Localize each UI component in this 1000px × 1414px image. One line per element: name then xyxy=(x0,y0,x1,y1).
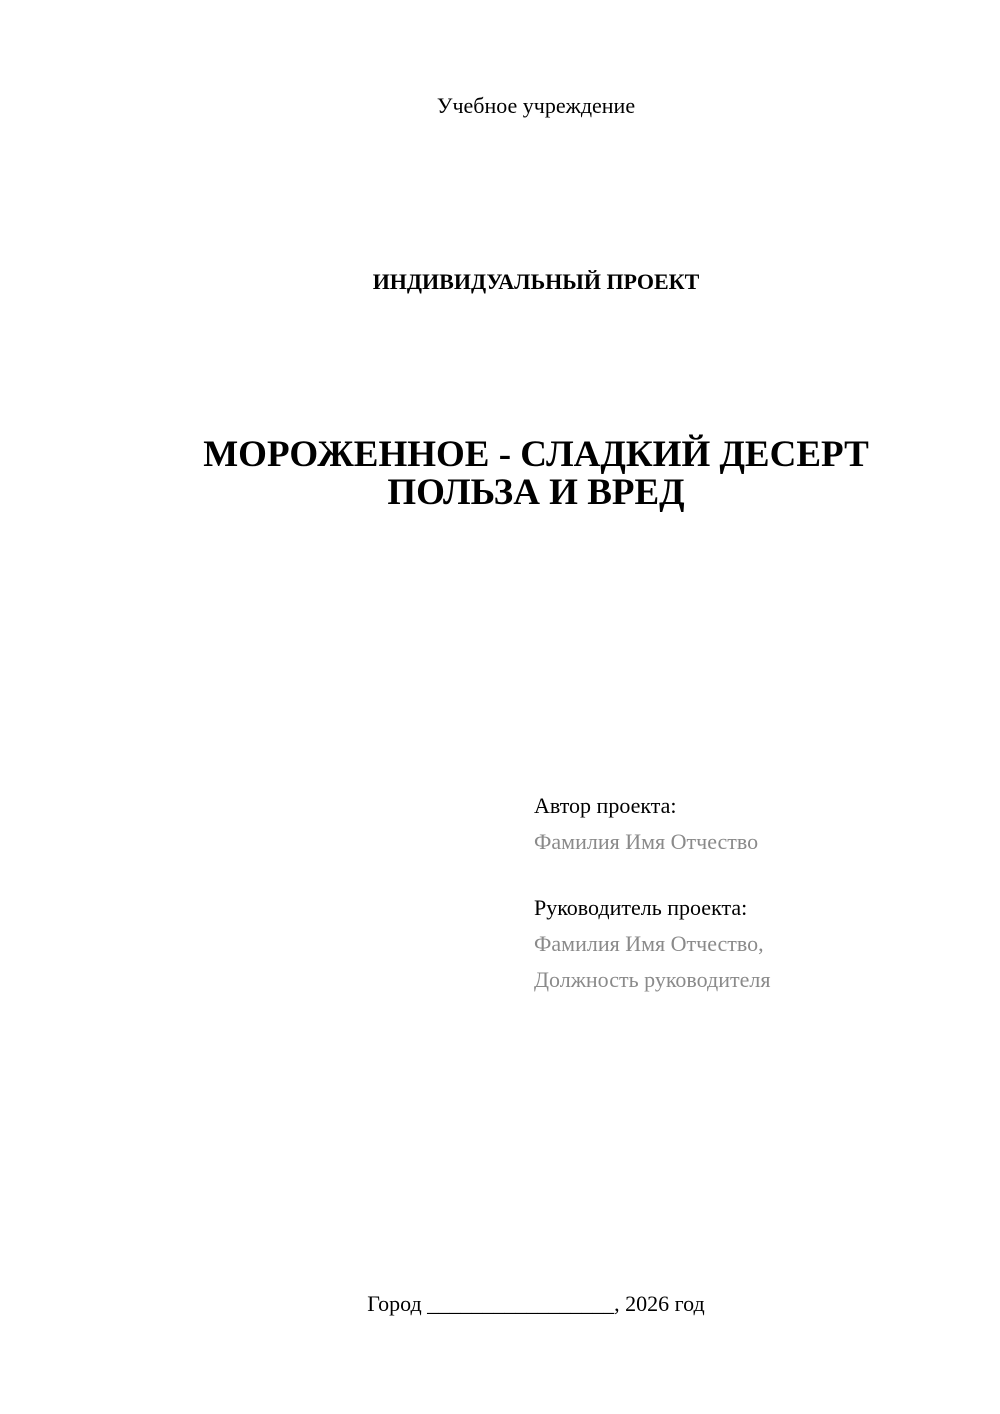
author-name: Фамилия Имя Отчество xyxy=(534,829,759,854)
supervisor-label: Руководитель проекта: xyxy=(534,895,748,920)
project-people-block xyxy=(534,788,770,998)
supervisor-name: Фамилия Имя Отчество, xyxy=(534,931,764,956)
city-year-line: Город _________________, 2026 год xyxy=(367,1291,705,1316)
spacer xyxy=(534,860,770,890)
project-title xyxy=(0,436,1000,512)
document-type: ИНДИВИДУАЛЬНЫЙ ПРОЕКТ xyxy=(372,269,700,294)
project-title-line-1: МОРОЖЕННОЕ - СЛАДКИЙ ДЕСЕРТ xyxy=(203,434,869,475)
author-label: Автор проекта: xyxy=(534,793,677,818)
supervisor-position: Должность руководителя xyxy=(534,967,771,992)
project-title-line-2: ПОЛЬЗА И ВРЕД xyxy=(387,472,685,513)
institution-name: Учебное учреждение xyxy=(436,93,636,118)
